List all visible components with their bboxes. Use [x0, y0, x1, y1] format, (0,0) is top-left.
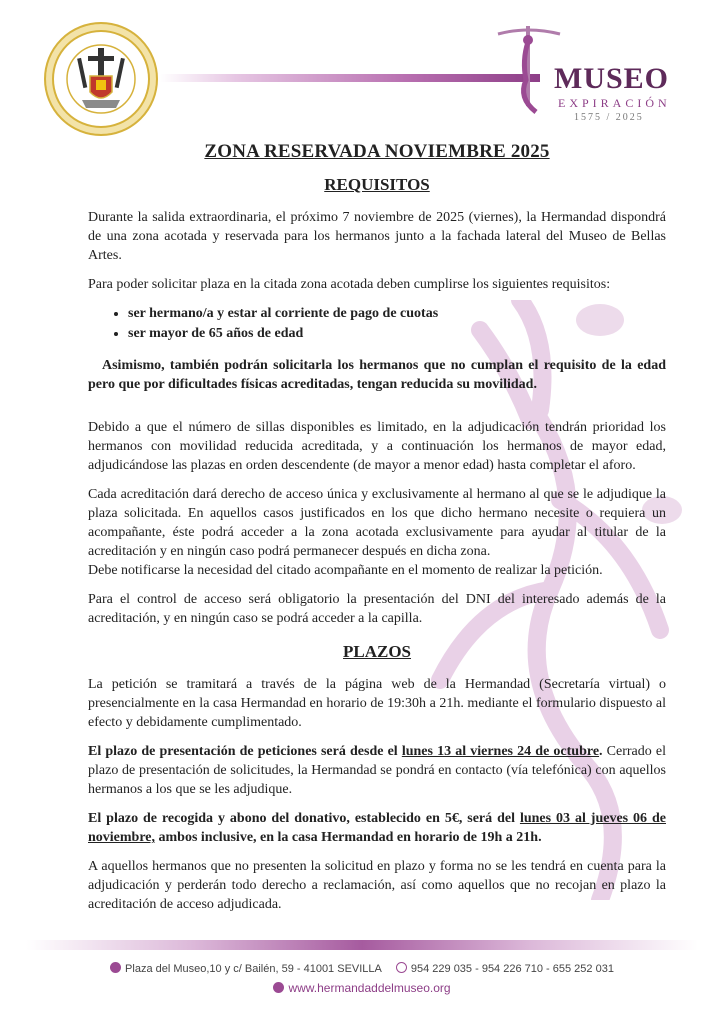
phone-icon — [396, 962, 407, 973]
museo-subtitle: EXPIRACIÓN — [558, 96, 671, 110]
paragraph-dni: Para el control de acceso será obligatorio la presentación del DNI del interesado además de la acreditación, y en ningún caso se podrá acceder a la capilla. — [88, 592, 666, 626]
collection-text-a: El plazo de recogida y abono del donativo, establecido en 5€, será del — [88, 811, 520, 826]
list-item: • ser hermano/a y estar al corriente de pago de cuotas — [128, 304, 666, 324]
section-heading-plazos: PLAZOS — [342, 642, 412, 661]
footer-web — [0, 981, 724, 995]
globe-icon — [273, 982, 284, 993]
museo-years: 1575 / 2025 — [574, 112, 644, 123]
paragraph-companion: Debe notificarse la necesidad del citado acompañante en el momento de realizar la petición. — [88, 563, 603, 578]
paragraph-petition: La petición se tramitará a través de la página web de la Hermandad (Secretaría virtual) o presencialmente en la casa Hermandad en horario de 19:30h a 21h. mediante el formulario dispuesto al efecto y debidamente cumplimentado. — [88, 677, 666, 730]
document-body — [88, 142, 666, 924]
brotherhood-seal-icon — [44, 22, 158, 136]
paragraph-intro: Durante la salida extraordinaria, el próximo 7 noviembre de 2025 (viernes), la Hermandad dispondrá de una zona acotada y reservada para los hermanos junto a la fachada lateral del Museo de Bellas Artes. — [88, 210, 666, 263]
collection-text-b: ambos inclusive, en la casa Hermandad en horario de 19h a 21h. — [155, 830, 542, 845]
paragraph-mobility: Asimismo, también podrán solicitarla los hermanos que no cumplan el requisito de la edad pero que por dificultades físicas acreditadas, tengan reducida su movilidad. — [88, 358, 666, 392]
footer-contact — [0, 962, 724, 975]
paragraph-access: Cada acreditación dará derecho de acceso única y exclusivamente al hermano al que se le adjudique la plaza solicitada. En aquellos casos justificados en los que dicho hermano necesite o requiera un acompañante, éste podrá acceder a la zona acotada exclusivamente para ayudar al titular de la acreditación y en ningún caso podrá permanecer después en dicha zona. — [88, 487, 666, 559]
footer-website-link[interactable]: www.hermandaddelmuseo.org — [288, 981, 451, 995]
footer-phones: 954 229 035 - 954 226 710 - 655 252 031 — [410, 963, 614, 975]
paragraph-priority: Debido a que el número de sillas disponibles es limitado, en la adjudicación tendrán prioridad los hermanos con movilidad reducida acreditada, y a continuación los hermanos de mayor edad, adjudicándose las plazas en orden descendente (de mayor a menor edad) hasta completar el aforo. — [88, 420, 666, 473]
footer-band — [26, 940, 698, 950]
paragraph-deadline — [88, 742, 666, 799]
requirements-list — [88, 304, 666, 344]
deadline-dates: lunes 13 al viernes 24 de octubre — [401, 744, 600, 759]
deadline-period: . — [599, 744, 603, 759]
museo-title: MUSEO — [554, 62, 670, 95]
collection-dates: lunes 03 al jueves 06 de noviembre, — [88, 811, 667, 845]
paragraph-requirements-intro: Para poder solicitar plaza en la citada zona acotada deben cumplirse los siguientes requisitos: — [88, 277, 611, 292]
deadline-text-bold: El plazo de presentación de peticiones será desde el — [88, 744, 402, 759]
location-pin-icon — [110, 962, 121, 973]
document-title: ZONA RESERVADA NOVIEMBRE 2025 — [204, 141, 550, 162]
paragraph-collection — [88, 809, 666, 847]
museo-logo — [478, 20, 688, 123]
deadline-text-rest: Cerrado el plazo de presentación de solicitudes, la Hermandad se pondrá en contacto (vía telefónica) con aquellos hermanos a los que se les adjudique. — [88, 744, 667, 797]
section-heading-requisitos: REQUISITOS — [324, 175, 430, 194]
footer-address: Plaza del Museo,10 y c/ Bailén, 59 - 41001 SEVILLA — [125, 963, 382, 975]
list-item: • ser mayor de 65 años de edad — [128, 324, 666, 344]
paragraph-final: A aquellos hermanos que no presenten la solicitud en plazo y forma no se les tendrá en cuenta para la adjudicación y perderán todo derecho a reclamación, así como aquellos que no recojan en plazo la acreditación de acceso adjudicada. — [88, 859, 666, 912]
